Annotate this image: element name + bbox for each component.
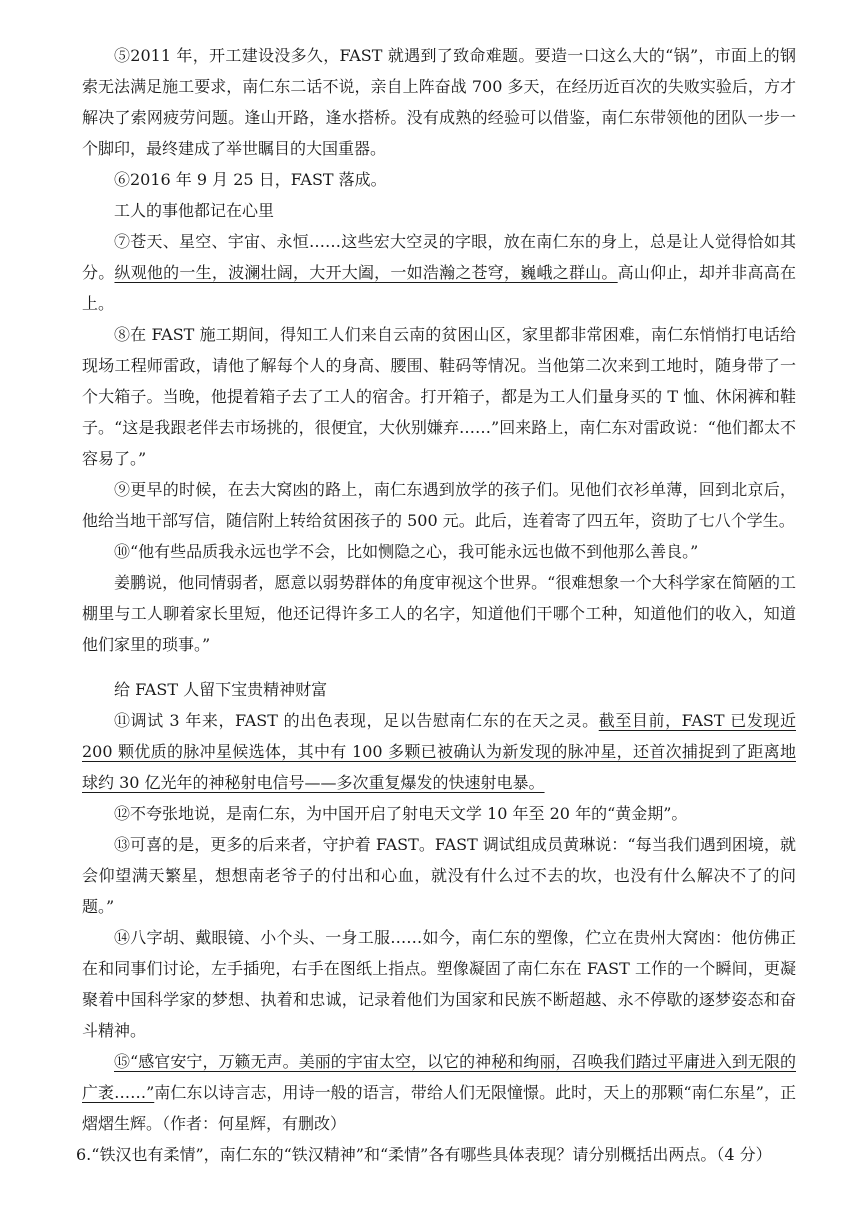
paragraph-11 bbox=[82, 705, 796, 798]
question-6: 6.“铁汉也有柔情”，南仁东的“铁汉精神”和“柔情”各有哪些具体表现？请分别概括出两点。（4 分） bbox=[76, 1145, 772, 1164]
paragraph-7-part-c: 高山仰止，却并非高高在上。 bbox=[82, 263, 796, 313]
underlined-sentence-15: ⑮“感官安宁，万籁无声。美丽的宇宙太空，以它的神秘和绚丽，召唤我们踏过平庸进入到无限的广袤……” bbox=[82, 1052, 796, 1102]
paragraph-14: ⑭八字胡、戴眼镜、小个头、一身工服……如今，南仁东的塑像，伫立在贵州大窝凼：他仿佛正在和同事们讨论，左手插兜，右手在图纸上指点。塑像凝固了南仁东在 FAST 工作的一个瞬间，更凝聚着中国科学家的梦想、执着和忠诚，记录着他们为国家和民族不断超越、永不停歇的逐梦姿态和奋斗精神。 bbox=[82, 928, 796, 1040]
paragraph-7 bbox=[82, 226, 796, 319]
paragraph-8: ⑧在 FAST 施工期间，得知工人们来自云南的贫困山区，家里都非常困难，南仁东悄悄打电话给现场工程师雷政，请他了解每个人的身高、腰围、鞋码等情况。当他第二次来到工地时，随身带了一个大箱子。当晚，他提着箱子去了工人的宿舍。打开箱子，都是为工人们量身买的 T 恤、休闲裤和鞋子。“这是我跟老伴去市场挑的，很便宜，大伙别嫌弃……”回来路上，南仁东对雷政说：“他们都太不容易了。” bbox=[82, 325, 796, 468]
paragraph-7-part-a: ⑦苍天、星空、宇宙、永恒……这些宏大空灵的字眼，放在南仁东的身上，总是让人觉得恰如其分。 bbox=[82, 232, 796, 282]
section-heading-workers: 工人的事他都记在心里 bbox=[114, 201, 275, 220]
paragraph-15-part-b: 南仁东以诗言志，用诗一般的语言，带给人们无限憧憬。此时，天上的那颗“南仁东星”，正熠熠生辉。（作者：何星辉，有删改） bbox=[82, 1083, 796, 1133]
paragraph-10: ⑩“他有些品质我永远也学不会，比如恻隐之心，我可能永远也做不到他那么善良。” bbox=[114, 542, 699, 561]
paragraph-6: ⑥2016 年 9 月 25 日，FAST 落成。 bbox=[114, 170, 387, 189]
paragraph-12: ⑫不夸张地说，是南仁东，为中国开启了射电天文学 10 年至 20 年的“黄金期”。 bbox=[114, 804, 688, 823]
underlined-sentence-11: 截至目前，FAST 已发现近 200 颗优质的脉冲星候选体，其中有 100 多颗已被确认为新发现的脉冲星，还首次捕捉到了距离地球约 30 亿光年的神秘射电信号——多次重复爆发的快速射电暴。 bbox=[82, 711, 796, 792]
underlined-sentence-7: 纵观他的一生，波澜壮阔，大开大阖，一如浩瀚之苍穹，巍峨之群山。 bbox=[114, 263, 618, 282]
paragraph-11-part-a: ⑪调试 3 年来，FAST 的出色表现，足以告慰南仁东的在天之灵。 bbox=[114, 711, 599, 730]
paragraph-9: ⑨更早的时候，在去大窝凼的路上，南仁东遇到放学的孩子们。见他们衣衫单薄，回到北京后，他给当地干部写信，随信附上转给贫困孩子的 500 元。此后，连着寄了四五年，资助了七八个学生。 bbox=[82, 480, 796, 530]
paragraph-15 bbox=[82, 1046, 796, 1139]
paragraph-5: ⑤2011 年，开工建设没多久，FAST 就遇到了致命难题。要造一口这么大的“锅”，市面上的钢索无法满足施工要求，南仁东二话不说，亲自上阵奋战 700 多天，在经历近百次的失败实验后，方才解决了索网疲劳问题。逢山开路，逢水搭桥。没有成熟的经验可以借鉴，南仁东带领他的团队一步一个脚印，最终建成了举世瞩目的大国重器。 bbox=[82, 46, 796, 158]
paragraph-13: ⑬可喜的是，更多的后来者，守护着 FAST。FAST 调试组成员黄琳说：“每当我们遇到困境，就会仰望满天繁星，想想南老爷子的付出和心血，就没有什么过不去的坎，也没有什么解决不了的问题。” bbox=[82, 835, 796, 916]
section-heading-legacy: 给 FAST 人留下宝贵精神财富 bbox=[114, 680, 328, 699]
paragraph-10b: 姜鹏说，他同情弱者，愿意以弱势群体的角度审视这个世界。“很难想象一个大科学家在简陋的工棚里与工人聊着家长里短，他还记得许多工人的名字，知道他们干哪个工种，知道他们的收入，知道他们家里的琐事。” bbox=[82, 573, 796, 654]
